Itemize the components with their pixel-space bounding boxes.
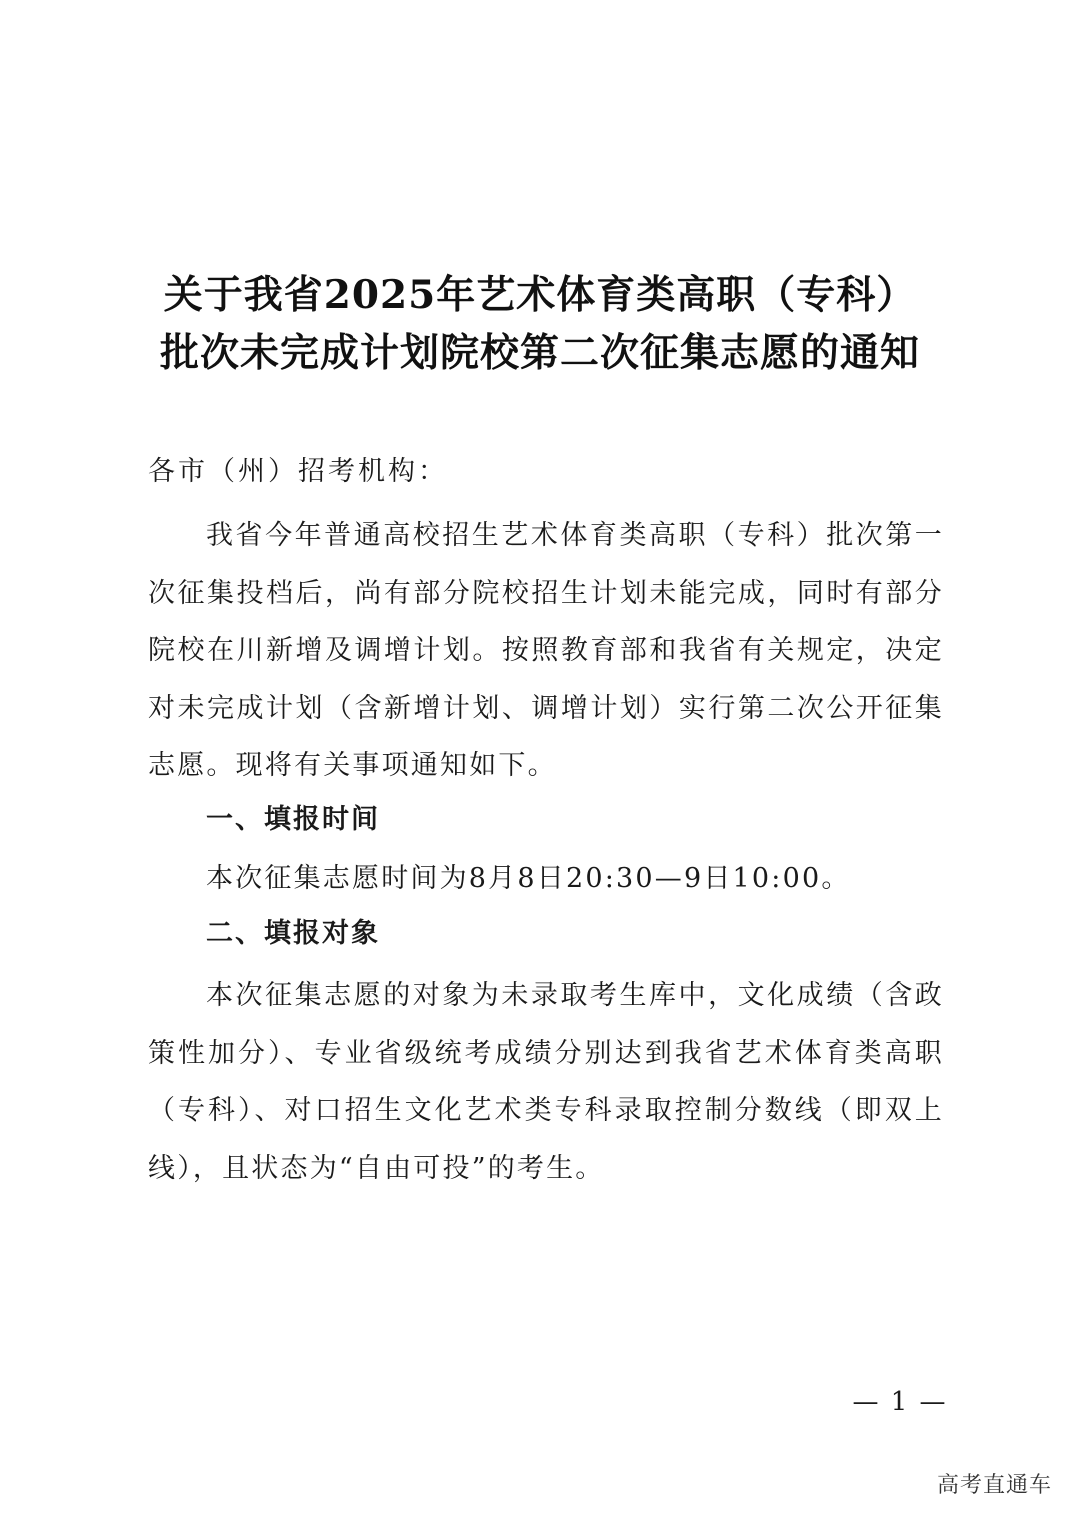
watermark-text: 高考直通车 [936,1473,1052,1498]
intro-paragraph: 我省今年普通高校招生艺术体育类高职（专科）批次第一次征集投档后，尚有部分院校招生计划未能完成，同时有部分院校在川新增及调增计划。按照教育部和我省有关规定，决定对未完成计划（含新增计划、调增计划）实行第二次公开征集志愿。现将有关事项通知如下。 [148,520,944,781]
section-heading-fill-target: 二、填报对象 [206,918,380,949]
document-title-line1: 关于我省2025年艺术体育类高职（专科） [163,272,917,318]
section-text-fill-time: 本次征集志愿时间为8月8日20:30—9日10:00。 [206,863,851,894]
document-title-line2: 批次未完成计划院校第二次征集志愿的通知 [159,330,920,376]
salutation: 各市（州）招考机构： [148,456,448,487]
page-number: — 1 — [852,1387,948,1417]
section-text-fill-target: 本次征集志愿的对象为未录取考生库中，文化成绩（含政策性加分）、专业省级统考成绩分别达到我省艺术体育类高职（专科）、对口招生文化艺术类专科录取控制分数线（即双上线），且状态为“自由可投”的考生。 [148,980,944,1184]
section-heading-fill-time: 一、填报时间 [206,804,380,835]
